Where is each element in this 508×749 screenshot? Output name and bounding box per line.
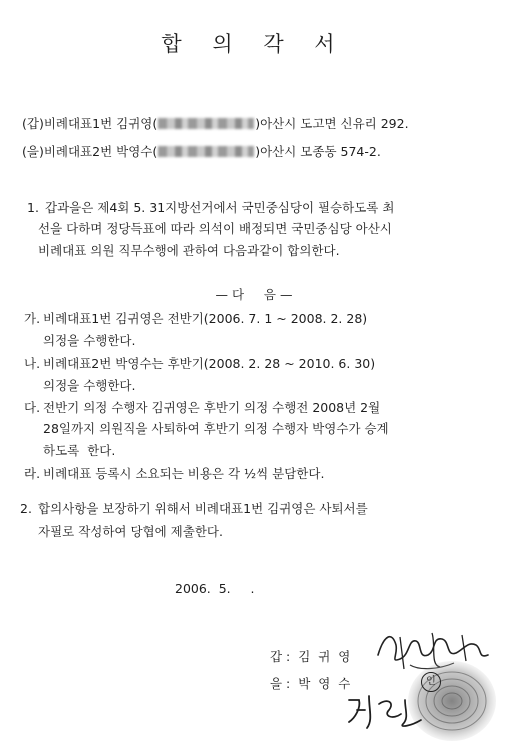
party-a-prefix: (갑)비례대표1번 김귀영( bbox=[22, 116, 158, 131]
item-label: 다. bbox=[24, 400, 41, 415]
item-line: 전반기 의정 수행자 김귀영은 후반기 의정 수행전 2008년 2월 bbox=[43, 400, 381, 415]
seal-stamp: 인 bbox=[421, 672, 441, 692]
item-line: 비례대표1번 김귀영은 전반기(2006. 7. 1 ~ 2008. 2. 28) bbox=[43, 311, 368, 326]
handwritten-signature-b bbox=[343, 690, 433, 735]
signatory-b: 을 : 박 영 수 bbox=[270, 676, 351, 691]
party-a-suffix: )아산시 도고면 신유리 292. bbox=[255, 116, 409, 131]
clause2-line: 자필로 작성하여 당협에 제출한다. bbox=[38, 524, 223, 539]
party-b-prefix: (을)비례대표2번 박영수( bbox=[22, 144, 158, 159]
item-label: 나. bbox=[24, 356, 41, 371]
heading-below: — 다 음 — bbox=[215, 287, 293, 302]
party-a-line bbox=[22, 116, 409, 132]
clause2-line: 합의사항을 보장하기 위해서 비례대표1번 김귀영은 사퇴서를 bbox=[38, 501, 368, 516]
item-line: 의정을 수행한다. bbox=[43, 378, 136, 393]
clause1-line: 비례대표 의원 직무수행에 관하여 다음과같이 합의한다. bbox=[38, 243, 340, 258]
item-label: 가. bbox=[24, 311, 41, 326]
clause2-number: 2. bbox=[20, 501, 32, 516]
item-line: 하도록 한다. bbox=[43, 443, 116, 458]
signatory-a: 갑 : 김 귀 영 bbox=[270, 649, 351, 664]
item-line: 비례대표 등록시 소요되는 비용은 각 ½씩 분담한다. bbox=[43, 466, 325, 481]
redacted-id-a bbox=[158, 118, 254, 129]
party-b-line bbox=[22, 144, 381, 160]
clause1-line: 갑과을은 제4회 5. 31지방선거에서 국민중심당이 필승하도록 최 bbox=[45, 200, 395, 215]
item-line: 28일까지 의원직을 사퇴하여 후반기 의정 수행자 박영수가 승계 bbox=[43, 421, 389, 436]
clause1-number: 1. bbox=[27, 200, 39, 215]
redacted-id-b bbox=[158, 146, 254, 157]
document-date: 2006. 5. . bbox=[175, 581, 255, 596]
party-b-suffix: )아산시 모종동 574-2. bbox=[255, 144, 381, 159]
document-title: 합 의 각 서 bbox=[161, 32, 347, 56]
item-line: 의정을 수행한다. bbox=[43, 333, 136, 348]
item-label: 라. bbox=[24, 466, 41, 481]
item-line: 비례대표2번 박영수는 후반기(2008. 2. 28 ~ 2010. 6. 30) bbox=[43, 356, 376, 371]
clause1-line: 선을 다하며 정당득표에 따라 의석이 배정되면 국민중심당 아산시 bbox=[38, 221, 392, 236]
